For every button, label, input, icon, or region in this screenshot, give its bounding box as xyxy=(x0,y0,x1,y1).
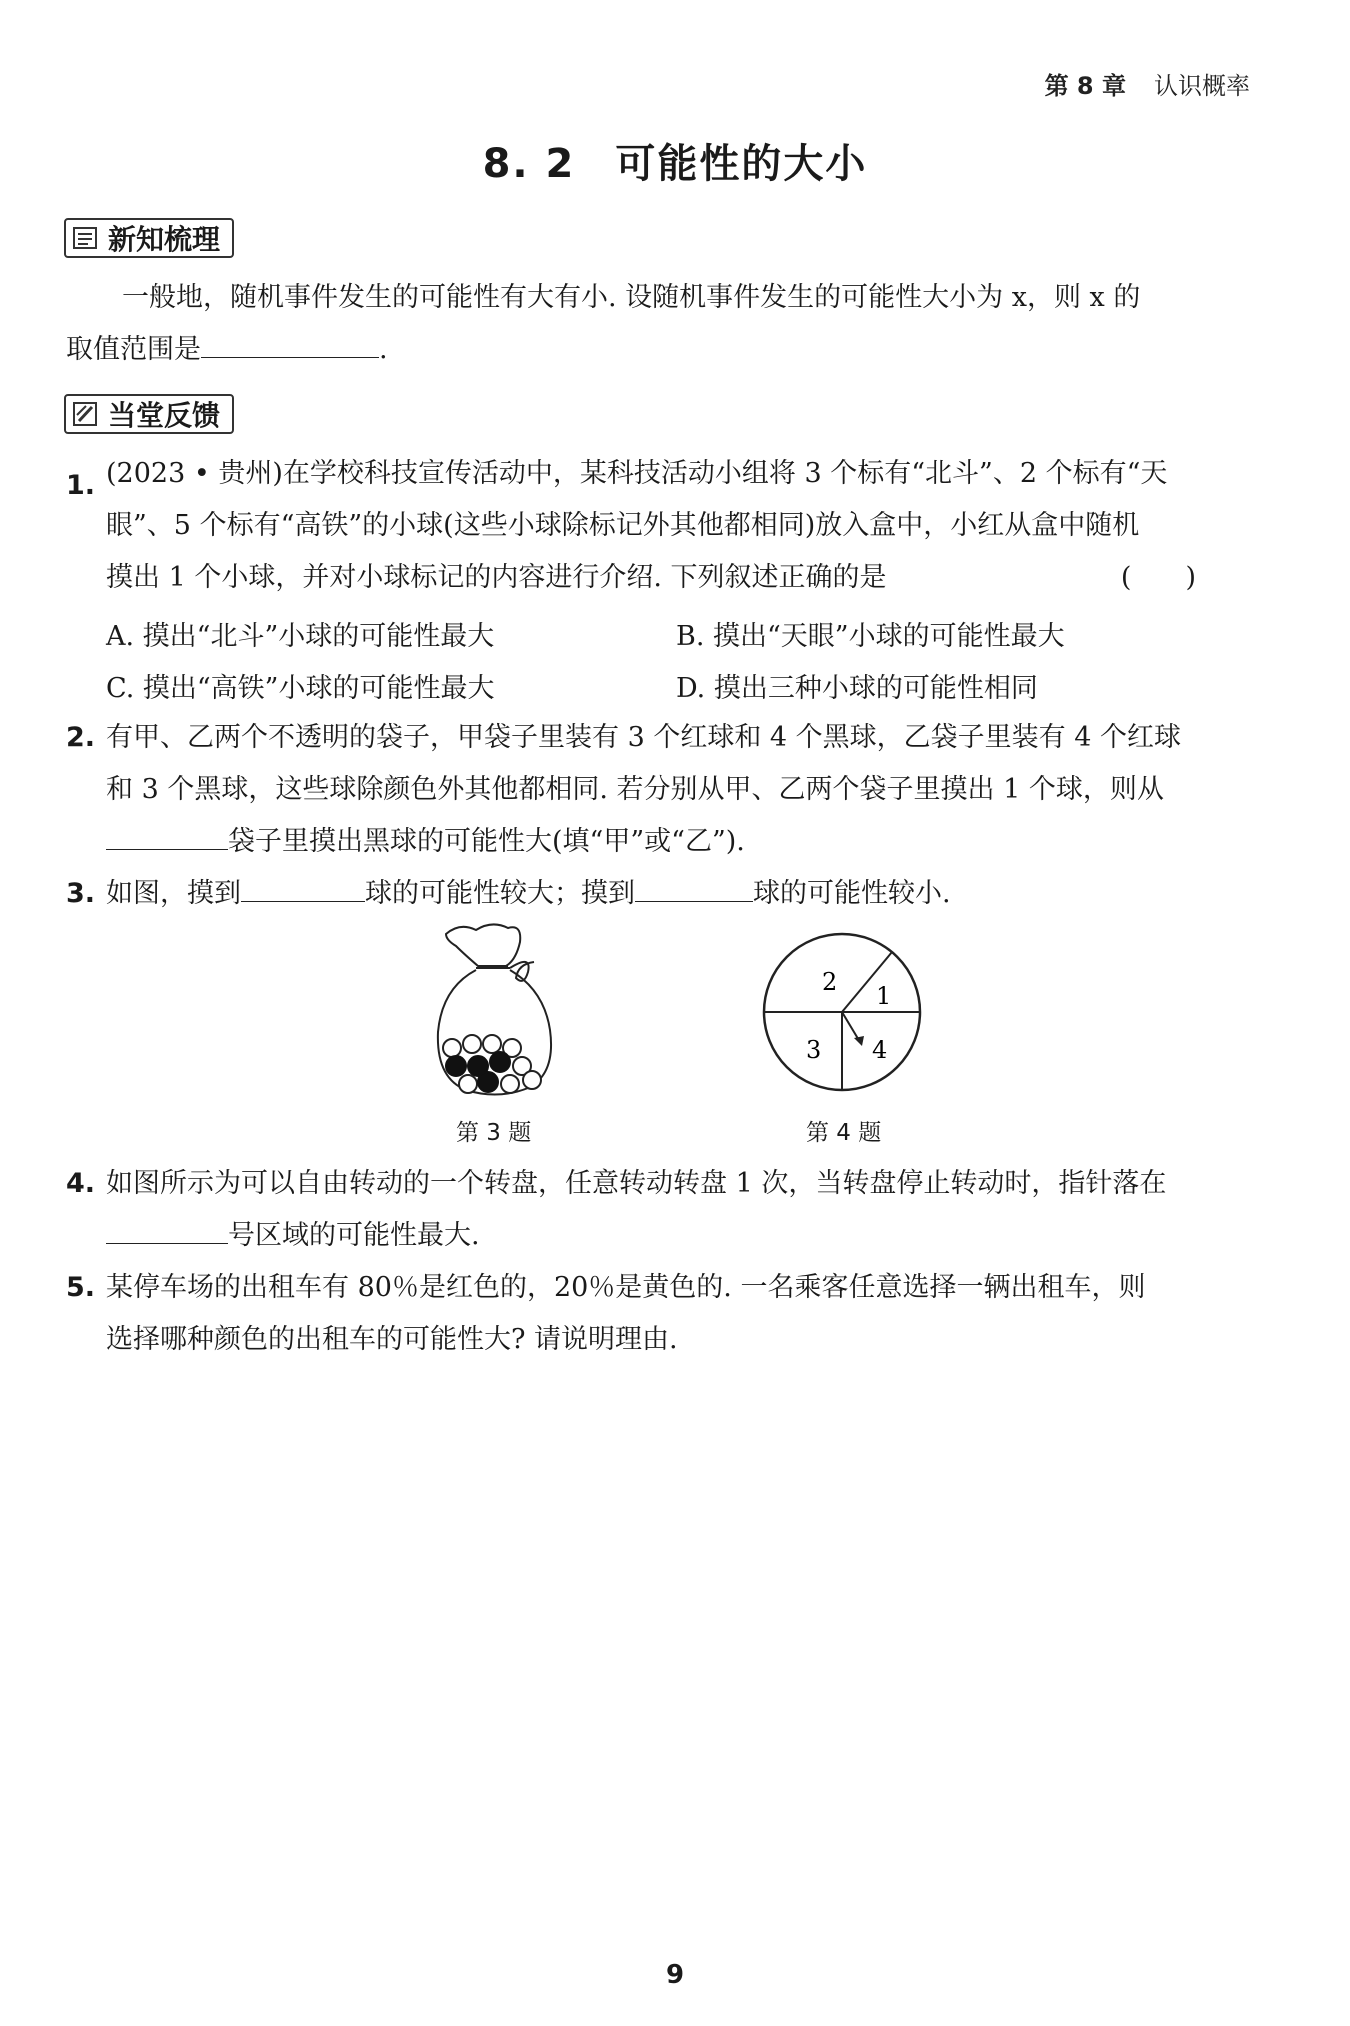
chapter-number: 第 8 章 xyxy=(1044,72,1126,100)
chapter-header xyxy=(1045,66,1250,101)
q3-number: 3. xyxy=(66,878,96,909)
q2-answer-blank[interactable] xyxy=(106,819,228,850)
section-title xyxy=(0,132,1350,189)
feedback-badge xyxy=(64,394,234,434)
answer-blank[interactable] xyxy=(201,327,379,358)
page-number: 9 xyxy=(665,1960,685,1990)
feedback-label: 当堂反馈 xyxy=(108,399,221,432)
q1-answer-paren[interactable]: () xyxy=(1120,562,1250,593)
section-number: 8. 2 xyxy=(482,141,576,187)
q2-line1: 有甲、乙两个不透明的袋子，甲袋子里装有 3 个红球和 4 个黑球，乙袋子里装有 4 个红球 xyxy=(106,722,1182,753)
black-ball xyxy=(490,1052,510,1072)
black-ball xyxy=(446,1056,466,1076)
q5-line1: 某停车场的出租车有 80％是红色的，20％是黄色的. 一名乘客任意选择一辆出租车，则 xyxy=(106,1272,1146,1303)
white-ball xyxy=(443,1039,461,1057)
black-ball xyxy=(478,1072,498,1092)
pencil-icon xyxy=(72,401,98,427)
q1-line2: 眼”、5 个标有“高铁”的小球(这些小球除标记外其他都相同)放入盒中，小红从盒中随机 xyxy=(106,510,1140,541)
q3-post: 球的可能性较小. xyxy=(753,878,951,909)
q1-line3 xyxy=(106,552,1254,604)
q1-option-d[interactable]: D. 摸出三种小球的可能性相同 xyxy=(676,673,1038,704)
q4-number: 4. xyxy=(66,1168,96,1199)
q5-line2: 选择哪种颜色的出租车的可能性大? 请说明理由. xyxy=(106,1324,678,1355)
q1-option-c[interactable]: C. 摸出“高铁”小球的可能性最大 xyxy=(106,673,495,704)
q1-line1: (2023 • 贵州)在学校科技宣传活动中，某科技活动小组将 3 个标有“北斗”、2 个标有“天 xyxy=(106,458,1168,489)
section-title-text: 可能性的大小 xyxy=(615,141,868,187)
q2-number: 2. xyxy=(66,722,96,753)
fig3-caption: 第 3 题 xyxy=(456,1120,532,1146)
q3-pre: 如图，摸到 xyxy=(106,878,241,909)
spinner-label-2: 2 xyxy=(822,968,838,996)
white-ball xyxy=(523,1071,541,1089)
new-knowledge-badge xyxy=(64,218,234,258)
q2-line3 xyxy=(106,816,1254,868)
white-ball xyxy=(459,1075,477,1093)
intro-line2 xyxy=(66,324,1254,376)
q1-line3-text: 摸出 1 个小球，并对小球标记的内容进行介绍. 下列叙述正确的是 xyxy=(106,562,887,593)
q3-text xyxy=(106,868,1254,920)
q1-text xyxy=(106,448,1254,604)
q3-mid: 球的可能性较大；摸到 xyxy=(365,878,635,909)
q4-line2-text: 号区域的可能性最大. xyxy=(228,1220,480,1251)
q4-line1: 如图所示为可以自由转动的一个转盘，任意转动转盘 1 次，当转盘停止转动时，指针落在 xyxy=(106,1168,1167,1199)
white-ball xyxy=(501,1075,519,1093)
q5-text xyxy=(106,1262,1254,1366)
spinner-label-1: 1 xyxy=(876,982,892,1010)
q2-text xyxy=(106,712,1254,868)
fig4-caption: 第 4 题 xyxy=(806,1120,882,1146)
spinner-figure xyxy=(760,930,924,1094)
q4-line2 xyxy=(106,1210,1254,1262)
intro-line1: 一般地，随机事件发生的可能性有大有小. 设随机事件发生的可能性大小为 x，则 x 的 xyxy=(122,282,1141,313)
intro-line2-pre: 取值范围是 xyxy=(66,334,201,365)
intro-line2-post: . xyxy=(379,334,388,365)
q1-number: 1. xyxy=(66,470,96,501)
q1-option-a[interactable]: A. 摸出“北斗”小球的可能性最大 xyxy=(106,621,495,652)
q1-option-b[interactable]: B. 摸出“天眼”小球的可能性最大 xyxy=(676,621,1065,652)
white-ball xyxy=(463,1035,481,1053)
q2-line2: 和 3 个黑球，这些球除颜色外其他都相同. 若分别从甲、乙两个袋子里摸出 1 个球，则从 xyxy=(106,774,1164,805)
q2-line3-text: 袋子里摸出黑球的可能性大(填“甲”或“乙”). xyxy=(228,826,745,857)
book-icon xyxy=(72,225,98,251)
spinner-label-4: 4 xyxy=(872,1036,888,1064)
q4-text xyxy=(106,1158,1254,1262)
q3-blank-2[interactable] xyxy=(635,871,753,902)
chapter-name: 认识概率 xyxy=(1154,72,1250,100)
bag-figure xyxy=(420,920,570,1105)
q4-answer-blank[interactable] xyxy=(106,1213,228,1244)
spinner-label-3: 3 xyxy=(806,1036,822,1064)
q3-blank-1[interactable] xyxy=(241,871,365,902)
white-ball xyxy=(483,1035,501,1053)
q5-number: 5. xyxy=(66,1272,96,1303)
new-knowledge-label: 新知梳理 xyxy=(108,223,221,256)
